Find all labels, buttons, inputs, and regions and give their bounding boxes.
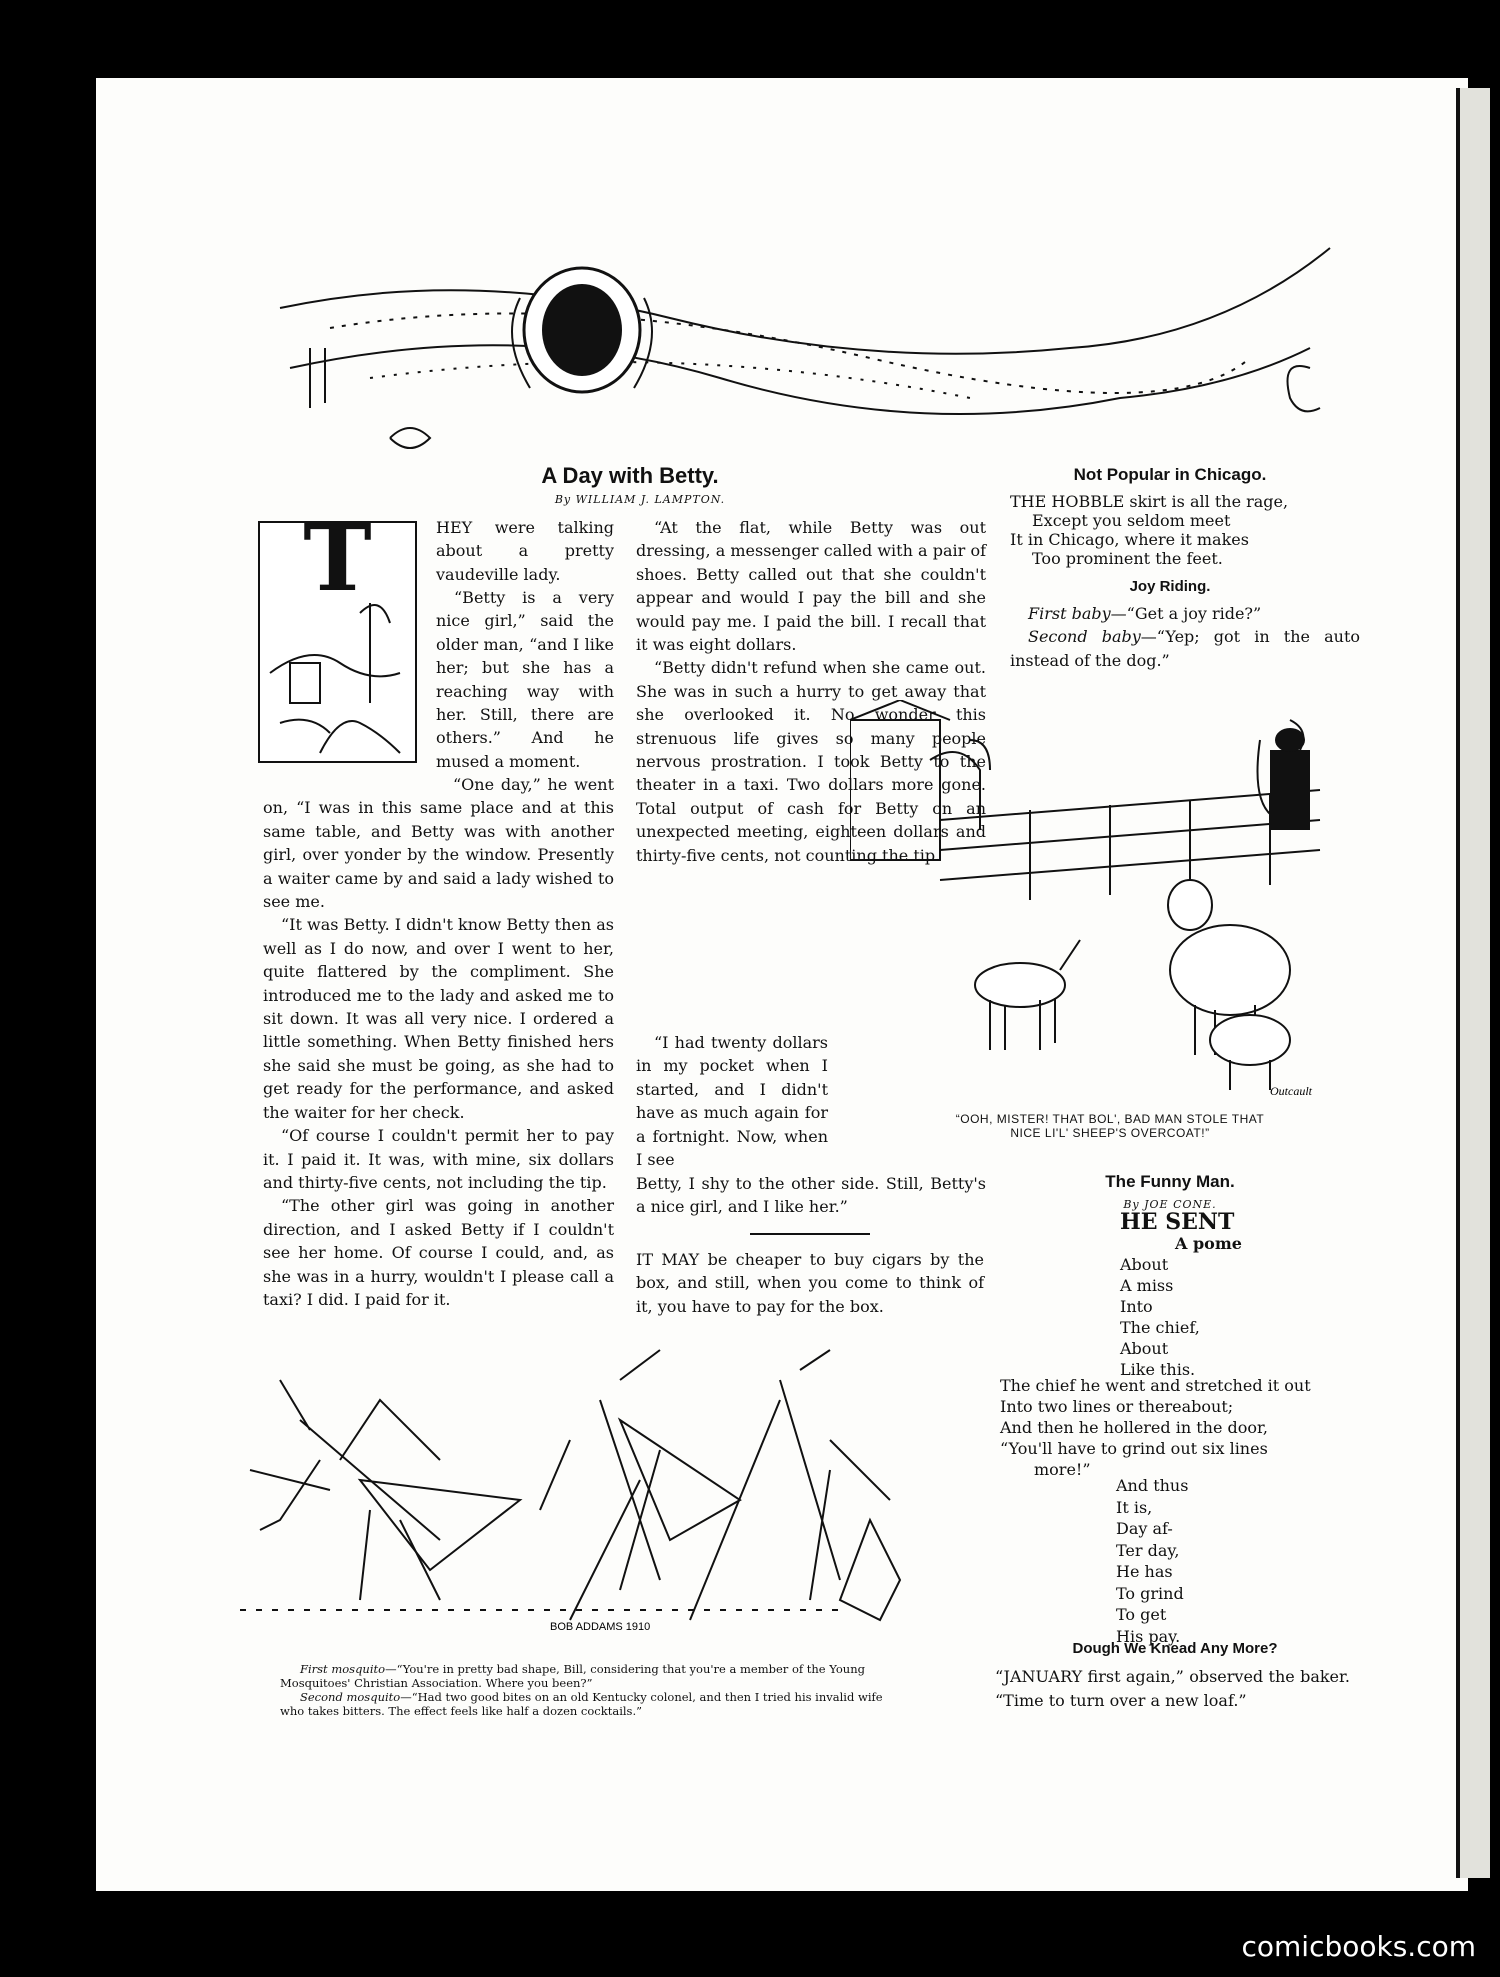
poem-line: A miss [1120, 1276, 1174, 1295]
article-col2-narrow [636, 1031, 828, 1171]
poem-line: To grind [1116, 1583, 1184, 1603]
poem-line: The chief he went and stretched it out [1000, 1376, 1311, 1395]
poem-line: HE SENT [1120, 1209, 1235, 1235]
chicago-poem [1010, 492, 1360, 568]
poem-line: Like this. [1120, 1360, 1196, 1379]
mosquito-signature: BOB ADDAMS 1910 [550, 1621, 651, 1633]
cigars-paragraph: IT MAY be cheaper to buy cigars by the box, and still, when you come to think of it, you have to pay for the box. [636, 1250, 984, 1316]
sheep-signature: Outcault [1270, 1084, 1312, 1098]
poem-line: Day af- [1116, 1519, 1173, 1538]
sheep-caption-line: NICE LI'L' SHEEP'S OVERCOAT!” [1010, 1126, 1210, 1140]
article-col1-body [263, 773, 614, 1311]
joy-speaker: First baby [1028, 604, 1111, 623]
chicago-title: Not Popular in Chicago. [1073, 465, 1267, 484]
poem-line: Ter day, [1116, 1540, 1180, 1560]
facing-page-edge [1456, 88, 1490, 1878]
funny-title: The Funny Man. [1105, 1172, 1235, 1191]
article-paragraph: “At the flat, while Betty was out dressing, a messenger called with a pair of shoes. Betty called out that she couldn't appear and would I pay the bill and she would pay me. I paid the bill. I recall that it was eight dollars. [636, 518, 986, 655]
poem-line: About [1120, 1339, 1169, 1358]
joy-speaker: Second baby [1028, 627, 1141, 647]
article-paragraph: “The other girl was going in another direction, and I asked Betty if I couldn't see her home. Of course I could, and, as she was in a hurry, wouldn't I please call a taxi? I did. I paid for it. [263, 1196, 614, 1309]
sheep-caption [870, 1112, 1350, 1140]
article-paragraph: “Of course I couldn't permit her to pay it. I paid it. It was, with mine, six dollars and thirty-five cents, not including the tip. [263, 1126, 614, 1192]
article-byline: By WILLIAM J. LAMPTON. [554, 493, 726, 506]
dropcap-letter: T [303, 504, 372, 612]
article-col2-end: Betty, I shy to the other side. Still, Betty's a nice girl, and I like her.” [636, 1174, 986, 1217]
poem-line: Into [1120, 1297, 1153, 1316]
joy-title: Joy Riding. [1129, 578, 1211, 595]
dough-title: Dough We Knead Any More? [1072, 1640, 1278, 1657]
poem-line: To get [1116, 1605, 1167, 1624]
article-paragraph: “One day,” he went on, “I was in this same place and at this same table, and Betty was with another girl, over yonder by the window. Presently a waiter came by and said a lady wished to see me. [263, 775, 614, 912]
poem-line: And then he hollered in the door, [1000, 1418, 1269, 1437]
funny-verse [1000, 1375, 1355, 1480]
poem-line: It in Chicago, where it makes [1010, 530, 1249, 549]
mosquitoes-illustration [220, 1340, 990, 1640]
poem-line: He has [1116, 1562, 1173, 1581]
sheep-caption-line: “OOH, MISTER! THAT BOL', BAD MAN STOLE THAT [955, 1112, 1265, 1126]
mosquito-speaker: First mosquito [300, 1662, 386, 1676]
poem-line: His pay. [1116, 1626, 1181, 1646]
mosquito-quote: —“You're in pretty bad shape, Bill, considering that you're a member of the Young Mosquitoes' Christian Association. Where you been?” [280, 1662, 865, 1690]
article-paragraph: “It was Betty. I didn't know Betty then as well as I do now, and over I went to her, quite flattered by the compliment. She introduced me to the lady and asked me to sit down. It was all very nice. I ordered a little something. When Betty finished hers she said she must be going, as she had to get ready for the performance, and asked the waiter for her check. [263, 915, 614, 1122]
poem-line: Into two lines or thereabout; [1000, 1397, 1234, 1416]
joy-line: —“Yep; got in the auto instead of the dog.” [1010, 627, 1361, 670]
poem-line: Except you seldom meet [1032, 511, 1231, 530]
article-paragraph: “Betty is a very nice girl,” said the older man, “and I like her; but she has a reaching way with her. Still, there are others.” And he mused a moment. [436, 588, 614, 771]
header-banner-illustration [270, 228, 1350, 458]
article-paragraph: “I had twenty dollars in my pocket when I started, and I didn't have as much again for a fortnight. Now, when I see [636, 1033, 828, 1170]
poem-line: A pome [1175, 1234, 1242, 1253]
dropcap-illustration [258, 504, 417, 763]
article-col1-lead: HEY were talking about a pretty vaudeville lady. [436, 518, 614, 584]
article-title: A Day with Betty. [541, 463, 719, 488]
poem-line: About [1120, 1255, 1169, 1274]
article-col1-top [436, 586, 614, 773]
mosquito-caption-line [280, 1690, 910, 1718]
poem-line: The chief, [1120, 1318, 1200, 1337]
poem-line: And thus [1116, 1476, 1189, 1495]
watermark: comicbooks.com [1241, 1930, 1476, 1963]
divider [750, 1233, 870, 1235]
funny-byline: By JOE CONE. [1123, 1198, 1217, 1211]
mosquito-quote: —“Had two good bites on an old Kentucky colonel, and then I tried his invalid wife who takes bitters. The effect feels like half a dozen cocktails.” [280, 1690, 883, 1718]
dough-text: “JANUARY first again,” observed the baker. “Time to turn over a new loaf.” [995, 1667, 1350, 1710]
mosquito-caption [280, 1662, 910, 1718]
joy-text [1010, 602, 1360, 672]
article-sentence: “Betty didn't refund when she came out. She was in such a hurry to get away that she overlooked it. No wonder this strenuous life gives so many people nervous prostration. I took Betty to the theater in a taxi. Two dollars more gone. Total output of cash for Betty on an unexpected meeting, eighteen dollars and thirty-five cents, not counting the tip. [636, 658, 986, 865]
joy-line: —“Get a joy ride?” [1110, 604, 1262, 623]
funny-poem-part2 [1116, 1475, 1276, 1647]
mosquito-caption-line [280, 1662, 910, 1690]
poem-line: “You'll have to grind out six lines [1000, 1439, 1268, 1458]
poem-line: THE HOBBLE skirt is all the rage, [1010, 492, 1289, 511]
mosquito-speaker: Second mosquito [300, 1690, 401, 1704]
poem-line: more!” [1034, 1460, 1091, 1479]
poem-line: Too prominent the feet. [1032, 549, 1223, 568]
funny-poem-part1 [1120, 1209, 1300, 1380]
poem-line: It is, [1116, 1497, 1153, 1517]
sheep-illustration [850, 700, 1330, 1100]
